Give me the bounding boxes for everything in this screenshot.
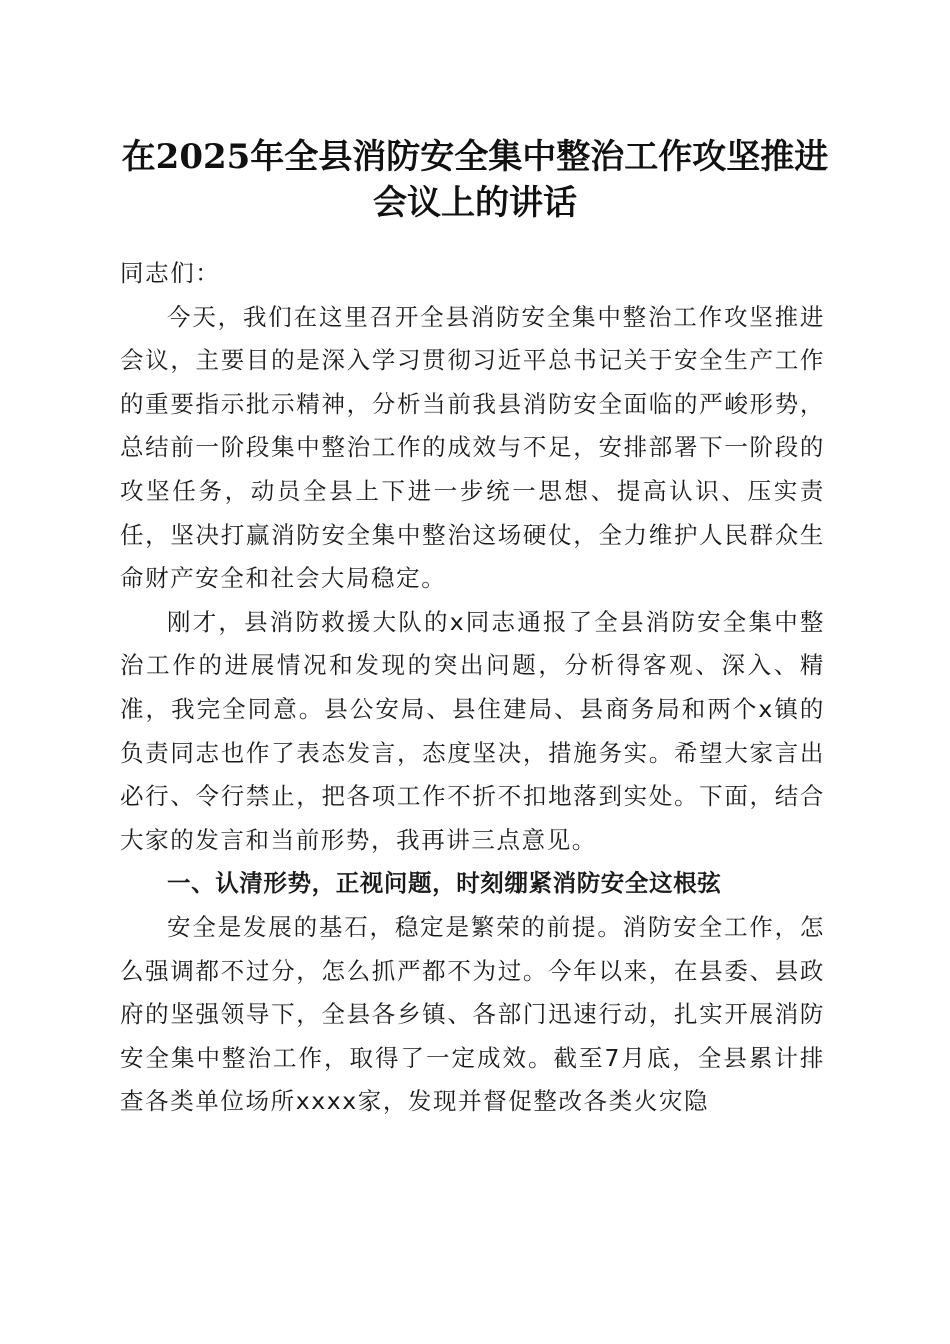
paragraph-section-1: 安全是发展的基石，稳定是繁荣的前提。消防安全工作，怎么强调都不过分，怎么抓严都不为过。今年以来，在县委、县政府的坚强领导下，全县各乡镇、各部门迅速行动，扎实开展消防安全集中整治工作，取得了一定成效。截至7月底，全县累计排查各类单位场所xxxx家，发现并督促整改各类火灾隐 — [120, 912, 825, 1116]
document-body — [120, 252, 825, 1124]
document-title: 在2025年全县消防安全集中整治工作攻坚推进会议上的讲话 — [121, 137, 829, 223]
paragraph-report: 刚才，县消防救援大队的x同志通报了全县消防安全集中整治工作的进展情况和发现的突出问题，分析得客观、深入、精准，我完全同意。县公安局、县住建局、县商务局和两个x镇的负责同志也作了表态发言，态度坚决，措施务实。希望大家言出必行、令行禁止，把各项工作不折不扣地落到实处。下面，结合大家的发言和当前形势，我再讲三点意见。 — [120, 607, 825, 854]
paragraph-opening: 今天，我们在这里召开全县消防安全集中整治工作攻坚推进会议，主要目的是深入学习贯彻习近平总书记关于安全生产工作的重要指示批示精神，分析当前我县消防安全面临的严峻形势，总结前一阶段集中整治工作的成效与不足，安排部署下一阶段的攻坚任务，动员全县上下进一步统一思想、提高认识、压实责任，坚决打赢消防安全集中整治这场硬仗，全力维护人民群众生命财产安全和社会大局稳定。 — [120, 302, 825, 593]
section-heading-1: 一、认清形势，正视问题，时刻绷紧消防安全这根弦 — [167, 869, 722, 898]
salutation: 同志们： — [120, 259, 221, 287]
